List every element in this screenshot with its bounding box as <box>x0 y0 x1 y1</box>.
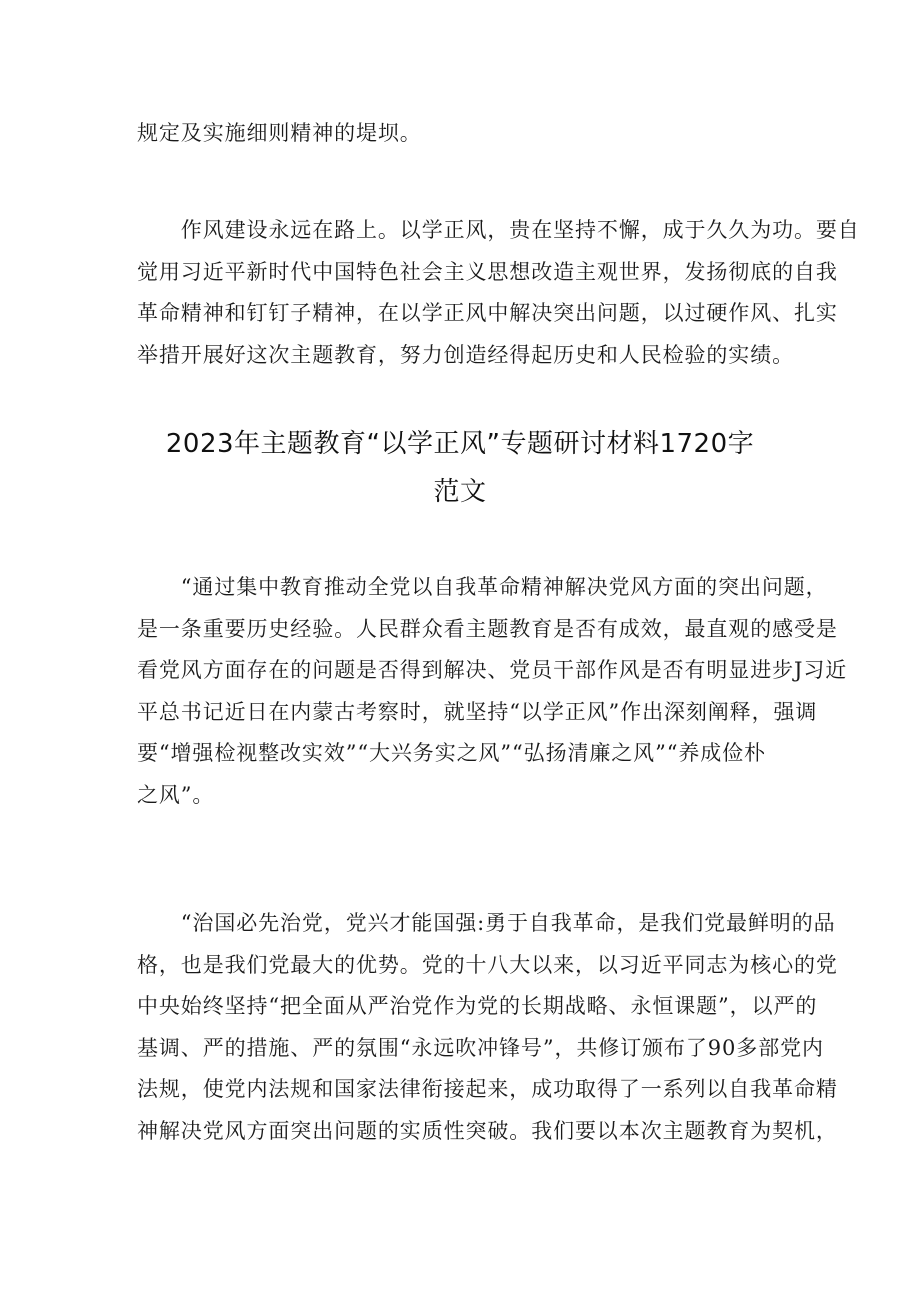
text-line: 格，也是我们党最大的优势。党的十八大以来，以习近平同志为核心的党 <box>137 952 838 977</box>
text-line: 是一条重要历史经验。人民群众看主题教育是否有成效，最直观的感受是 <box>137 616 838 641</box>
title-line: 2023年主题教育“以学正风”专题研讨材料1720字 <box>165 429 755 459</box>
text-line: 基调、严的措施、严的氛围“永远吹冲锋号”，共修订颁布了90多部党内 <box>137 1035 824 1060</box>
paragraph-style-building <box>137 210 860 376</box>
text-line: 平总书记近日在内蒙古考察时，就坚持“以学正风”作出深刻阐释，强调 <box>137 699 818 724</box>
title-line: 范文 <box>433 477 487 507</box>
text-line: 法规，使党内法规和国家法律衔接起来，成功取得了一系列以自我革命精 <box>137 1077 838 1101</box>
text-line: 革命精神和钉钉子精神，在以学正风中解决突出问题，以过硬作风、扎实 <box>137 301 838 325</box>
text-line: 举措开展好这次主题教育，努力创造经得起历史和人民检验的实绩。 <box>137 342 794 367</box>
document-title <box>100 420 820 516</box>
paragraph-continuation <box>137 113 789 155</box>
text-line: 规定及实施细则精神的堤坝。 <box>137 121 422 145</box>
text-line: 觉用习近平新时代中国特色社会主义思想改造主观世界，发扬彻底的自我 <box>137 259 838 284</box>
text-line: “通过集中教育推动全党以自我革命精神解决党风方面的突出问题， <box>137 575 828 599</box>
text-line: 要“增强检视整改实效”“大兴务实之风”“弘扬清廉之风”“养成俭朴 <box>137 741 766 765</box>
text-line: 之风”。 <box>137 782 215 807</box>
text-line: 看党风方面存在的问题是否得到解决、党员干部作风是否有明显进步J习近 <box>137 658 848 682</box>
text-line: 神解决党风方面突出问题的实质性突破。我们要以本次主题教育为契机， <box>137 1118 838 1143</box>
text-line: “治国必先治党，党兴才能国强:勇于自我革命，是我们党最鲜明的品 <box>137 911 836 935</box>
text-line: 作风建设永远在路上。以学正风，贵在坚持不懈，成于久久为功。要自 <box>137 218 860 242</box>
text-line: 中央始终坚持“把全面从严治党作为党的长期战略、永恒课题”，以严的 <box>137 994 818 1018</box>
paragraph-body-1 <box>137 567 848 816</box>
paragraph-body-2 <box>137 903 838 1152</box>
